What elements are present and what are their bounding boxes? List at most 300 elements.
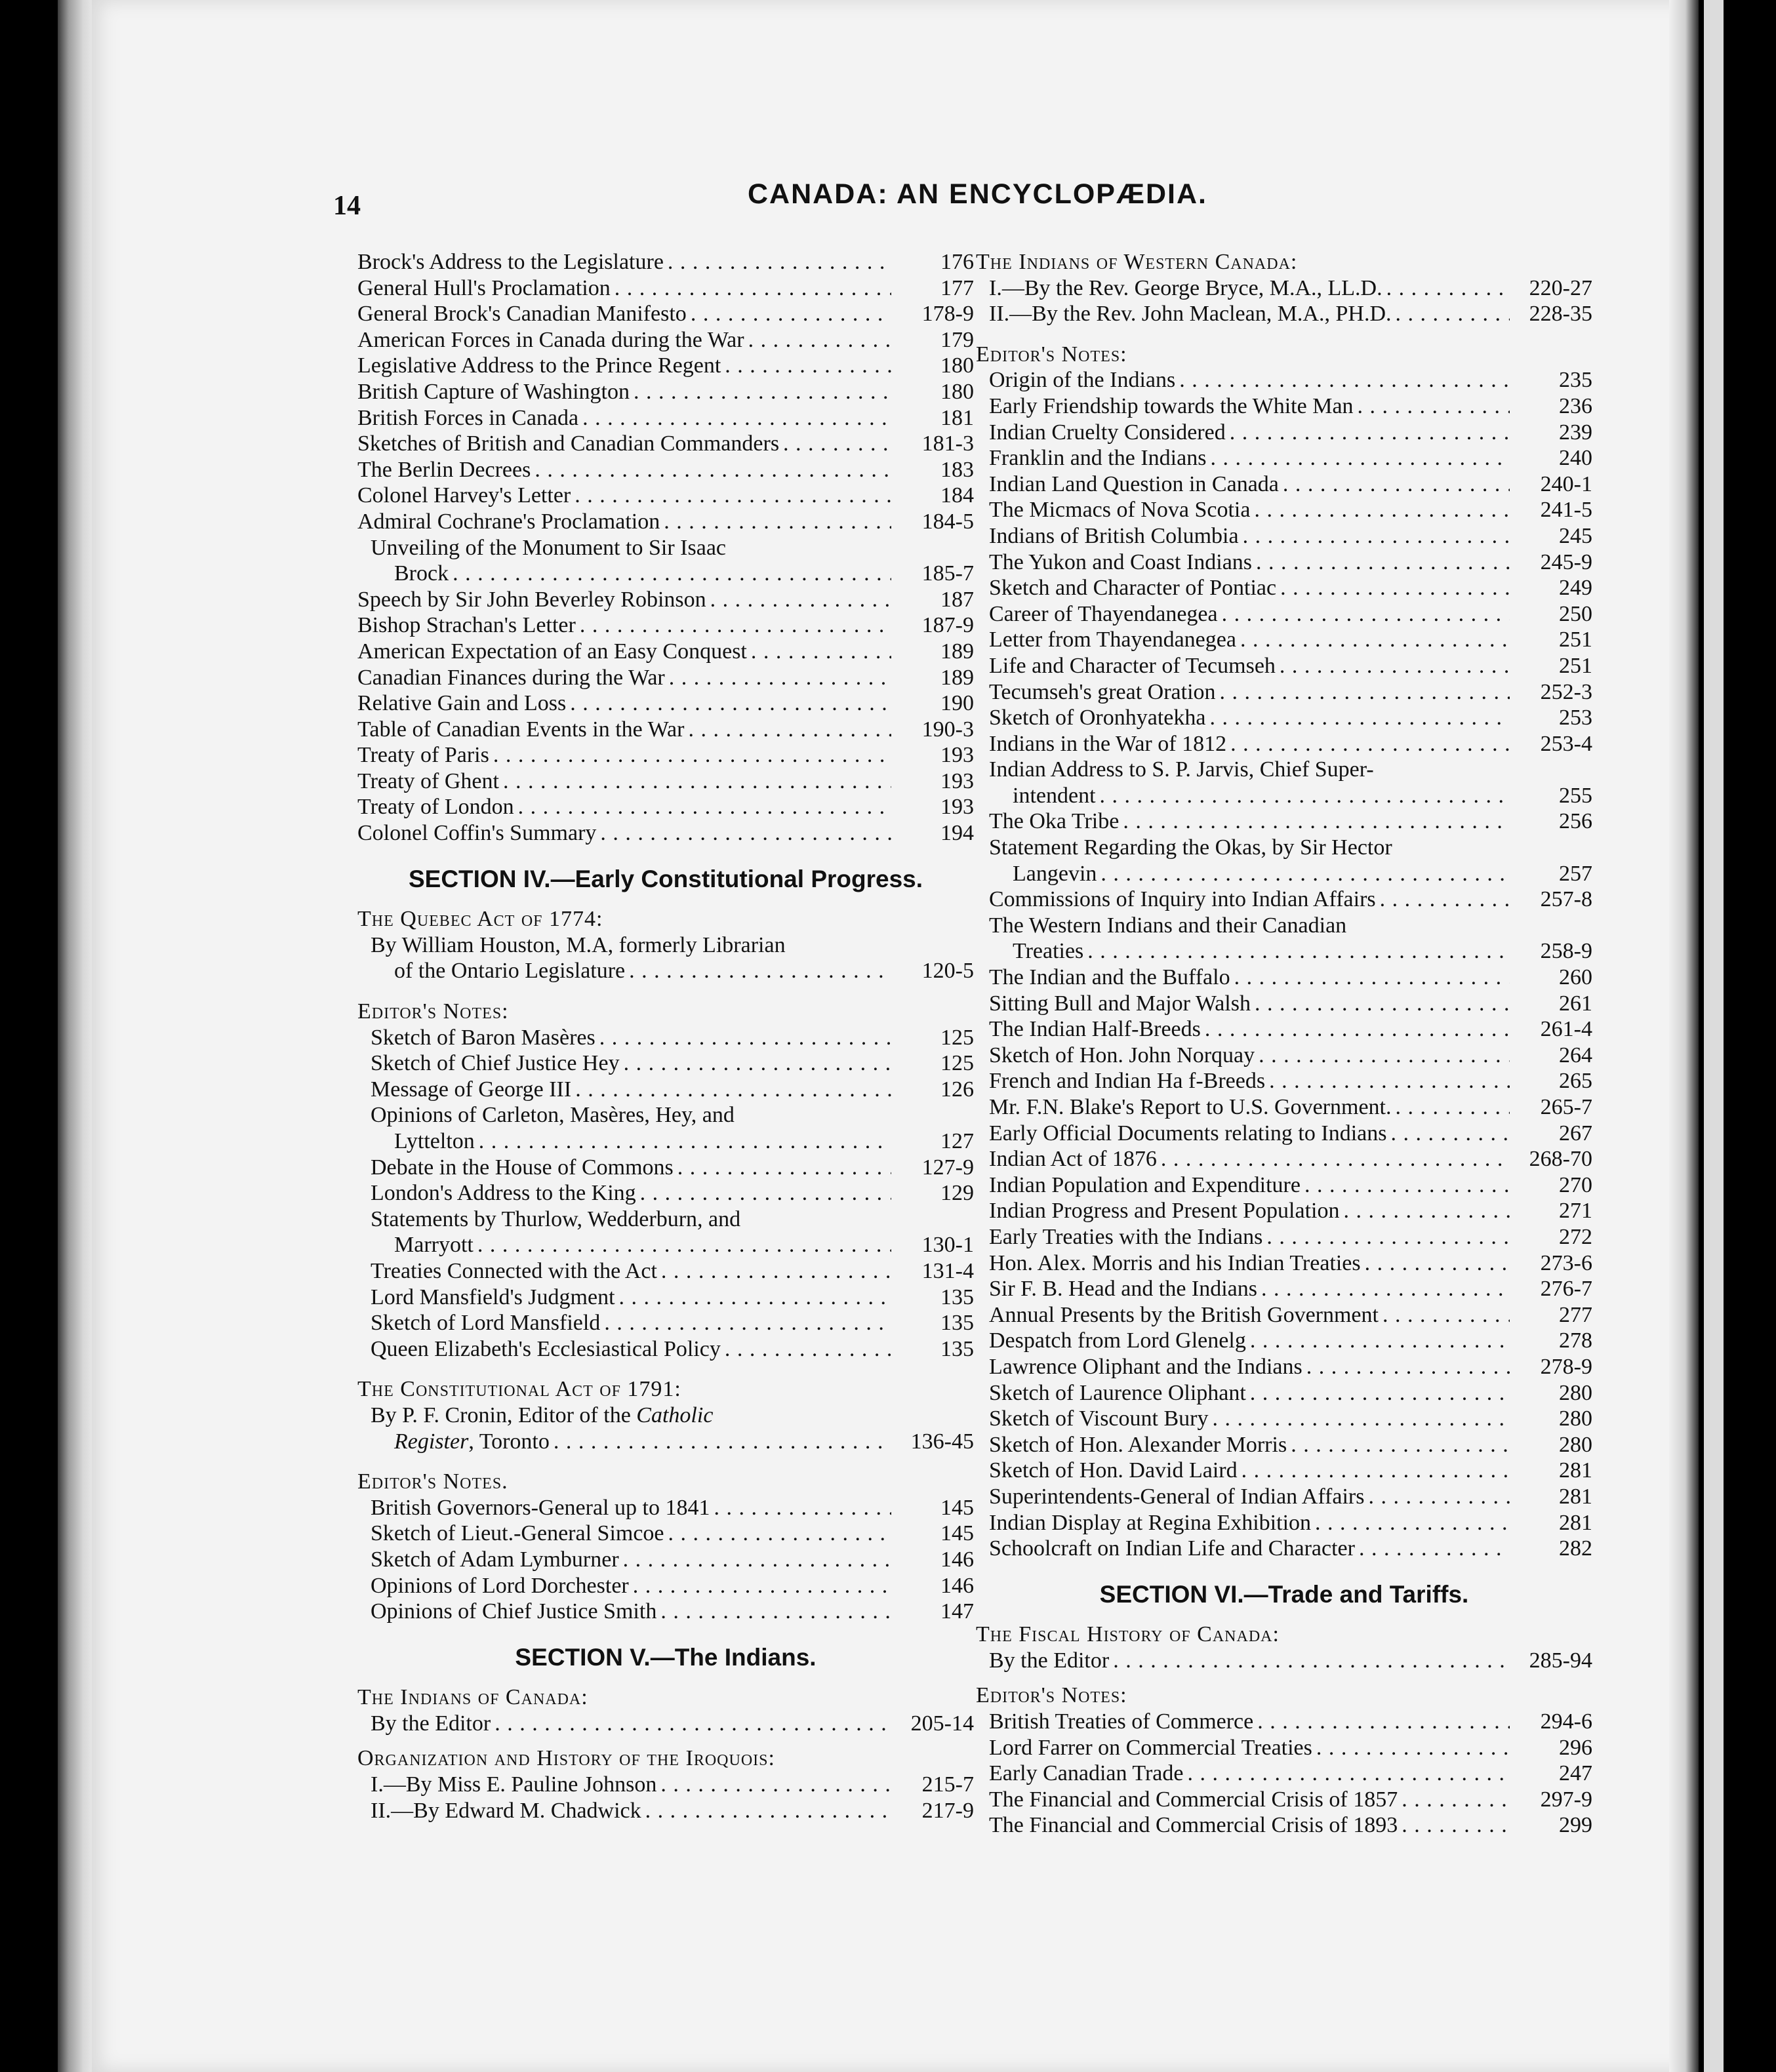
toc-entry-title: British Forces in Canada — [357, 405, 579, 430]
toc-entry[interactable] — [357, 1547, 974, 1573]
toc-entry-page: 177 — [940, 275, 974, 300]
toc-entry-title — [394, 1429, 550, 1455]
toc-entry-page: 135 — [940, 1285, 974, 1309]
toc-entry[interactable] — [357, 1310, 974, 1336]
toc-entry[interactable] — [357, 405, 974, 431]
toc-entry[interactable] — [976, 861, 1592, 887]
leader-dots — [1365, 1250, 1510, 1277]
leader-dots — [570, 690, 891, 717]
toc-entry-page: 278-9 — [1540, 1354, 1592, 1379]
toc-entry[interactable] — [976, 783, 1592, 809]
toc-entry-page: 255 — [1559, 783, 1592, 808]
toc-entry-page: 127 — [940, 1129, 974, 1153]
toc-entry[interactable] — [976, 445, 1592, 471]
leader-dots — [1261, 1276, 1510, 1302]
toc-entry[interactable] — [976, 705, 1592, 731]
leader-dots — [1230, 731, 1510, 757]
leader-dots — [668, 1521, 891, 1547]
toc-entry[interactable] — [357, 1232, 974, 1258]
constitutional-act-heading: The Constitutional Act of 1791: — [357, 1377, 681, 1402]
leader-dots — [1266, 1224, 1510, 1250]
toc-entry-title: Career of Thayendanegea — [989, 601, 1218, 626]
toc-entry[interactable] — [357, 379, 974, 405]
toc-entry-page: 145 — [940, 1521, 974, 1546]
toc-entry-title: Sketch of Adam Lymburner — [371, 1547, 619, 1572]
toc-entry-page: 187 — [940, 587, 974, 612]
western-canada-heading: The Indians of Western Canada: — [976, 250, 1298, 274]
notes1-entries-2 — [357, 1155, 974, 1206]
toc-entry-title: Treaties — [1013, 939, 1084, 964]
toc-entry-page: 250 — [1559, 601, 1592, 626]
war-entries — [357, 249, 974, 535]
leader-dots — [582, 405, 891, 431]
toc-entry-wrap-line: The Western Indians and their Canadian — [989, 913, 1347, 938]
toc-entry[interactable] — [976, 420, 1592, 446]
toc-entry-page: 297-9 — [1540, 1787, 1592, 1812]
toc-entry[interactable] — [976, 1043, 1592, 1069]
toc-entry-title: Origin of the Indians — [989, 368, 1176, 393]
toc-entry-title: Lord Mansfield's Judgment — [371, 1285, 615, 1309]
leader-dots — [1212, 1406, 1510, 1432]
toc-entry-page: 193 — [940, 743, 974, 768]
leader-dots — [1280, 653, 1510, 679]
toc-entry-page: 258-9 — [1540, 939, 1592, 964]
next-page-edge — [1704, 0, 1724, 2072]
toc-entry[interactable] — [976, 1406, 1592, 1432]
toc-entry[interactable] — [357, 561, 974, 587]
war-entries-2 — [357, 587, 974, 847]
toc-entry-title: Sketch of Chief Justice Hey — [371, 1051, 620, 1076]
leader-dots — [535, 457, 891, 483]
toc-entry-title: Lyttelton — [394, 1129, 475, 1153]
cronin-text: By P. F. Cronin, Editor of the — [371, 1403, 631, 1427]
toc-entry-page: 261 — [1559, 991, 1592, 1016]
editors-notes-heading: Editor's Notes. — [357, 1469, 508, 1494]
leader-dots — [1344, 1198, 1510, 1224]
leader-dots — [1254, 497, 1510, 523]
leader-dots — [1100, 861, 1510, 887]
toc-entry-page: 257-8 — [1540, 887, 1592, 912]
toc-entry-page: 296 — [1559, 1735, 1592, 1760]
toc-entry[interactable] — [357, 457, 974, 483]
leader-dots — [1250, 1380, 1510, 1406]
toc-entry[interactable] — [976, 1224, 1592, 1250]
leader-dots — [1113, 1648, 1510, 1674]
toc-entry-page: 194 — [940, 821, 974, 846]
leader-dots — [691, 301, 891, 327]
toc-entry[interactable] — [357, 1599, 974, 1625]
toc-entry-title: Sir F. B. Head and the Indians — [989, 1277, 1257, 1302]
toc-entry-page: 253 — [1559, 706, 1592, 730]
toc-entry-page: 129 — [940, 1181, 974, 1206]
toc-entry[interactable] — [357, 1155, 974, 1181]
toc-entry[interactable] — [976, 367, 1592, 393]
iroquois-entries — [357, 1772, 974, 1823]
toc-entry-page: 178-9 — [921, 302, 974, 327]
toc-entry-page: 252-3 — [1540, 679, 1592, 704]
toc-entry-title: Sketch of Baron Masères — [371, 1025, 595, 1050]
toc-entry-page: 179 — [940, 327, 974, 352]
toc-entry-title: Opinions of Chief Justice Smith — [371, 1599, 657, 1624]
toc-entry-page: 135 — [940, 1311, 974, 1336]
toc-entry[interactable] — [976, 275, 1592, 302]
leader-dots — [748, 327, 891, 353]
toc-entry-title: Sketch of Viscount Bury — [989, 1406, 1209, 1431]
notes1-entries — [357, 1025, 974, 1103]
toc-entry[interactable] — [976, 1536, 1592, 1562]
toc-entry[interactable] — [976, 731, 1592, 757]
toc-entry[interactable] — [357, 958, 974, 984]
toc-entry-page: 249 — [1559, 576, 1592, 601]
toc-entry[interactable] — [976, 991, 1592, 1017]
toc-entry[interactable] — [976, 1276, 1592, 1302]
leader-dots — [725, 1336, 891, 1363]
toc-entry-title: The Micmacs of Nova Scotia — [989, 498, 1251, 523]
toc-entry-title: intendent — [1013, 783, 1096, 808]
toc-entry-title: Early Treaties with the Indians — [989, 1224, 1263, 1249]
leader-dots — [1241, 1458, 1510, 1484]
toc-entry-title: Legislative Address to the Prince Regent — [357, 353, 721, 378]
toc-entry-page: 281 — [1559, 1510, 1592, 1535]
toc-entry[interactable] — [357, 301, 974, 327]
toc-entry[interactable] — [976, 653, 1592, 679]
toc-entry[interactable] — [357, 1429, 974, 1455]
toc-entry[interactable] — [357, 327, 974, 353]
toc-entry[interactable] — [357, 1573, 974, 1599]
toc-entry-title: Colonel Coffin's Summary — [357, 821, 597, 846]
toc-entry-title: Table of Canadian Events in the War — [357, 717, 685, 742]
toc-entry-title: British Treaties of Commerce — [989, 1709, 1254, 1734]
leader-dots — [714, 1495, 891, 1521]
leader-dots — [1315, 1510, 1510, 1536]
toc-entry-title: Sitting Bull and Major Walsh — [989, 991, 1251, 1016]
toc-entry[interactable] — [357, 717, 974, 743]
toc-entry-title: British Capture of Washington — [357, 379, 630, 404]
toc-entry[interactable] — [357, 820, 974, 847]
leader-dots — [615, 275, 891, 302]
toc-entry[interactable] — [976, 497, 1592, 523]
toc-entry[interactable] — [976, 938, 1592, 965]
toc-entry-page: 276-7 — [1540, 1277, 1592, 1302]
toc-entry-title: Relative Gain and Loss — [357, 691, 567, 716]
toc-entry-page: 136-45 — [910, 1429, 974, 1454]
leader-dots — [660, 1599, 891, 1625]
toc-entry[interactable] — [976, 808, 1592, 835]
toc-entry-title: I.—By the Rev. George Bryce, M.A., LL.D. — [989, 275, 1382, 300]
leader-dots — [1283, 471, 1510, 498]
toc-entry[interactable] — [357, 1050, 974, 1077]
toc-entry-page: 187-9 — [921, 613, 974, 638]
toc-entry-title: Brock's Address to the Legislature — [357, 250, 664, 274]
toc-entry[interactable] — [357, 1336, 974, 1363]
toc-entry-page: 235 — [1559, 368, 1592, 393]
leader-dots — [1257, 1709, 1510, 1735]
toc-entry-page: 130-1 — [921, 1233, 974, 1258]
toc-entry[interactable] — [976, 1735, 1592, 1761]
toc-entry[interactable] — [357, 1258, 974, 1285]
toc-entry[interactable] — [357, 665, 974, 691]
notes3-entries-2 — [976, 965, 1592, 1562]
running-title: CANADA: AN ENCYCLOPÆDIA. — [748, 178, 1207, 210]
toc-entry-page: 270 — [1559, 1172, 1592, 1197]
toc-entry[interactable] — [357, 768, 974, 795]
toc-entry-page: 180 — [940, 353, 974, 378]
toc-entry-page: 261-4 — [1540, 1017, 1592, 1042]
toc-entry-page: 126 — [940, 1077, 974, 1102]
leader-dots — [1395, 1094, 1510, 1121]
toronto-text: , Toronto — [468, 1429, 550, 1454]
toc-entry-page: 280 — [1559, 1380, 1592, 1405]
section-vi-heading: SECTION VI.—Trade and Tariffs. — [1099, 1580, 1469, 1608]
toc-entry[interactable] — [357, 483, 974, 509]
toc-entry[interactable] — [976, 1302, 1592, 1328]
toc-entry-page: 278 — [1559, 1328, 1592, 1353]
toc-entry-title: Sketch of Hon. David Laird — [989, 1458, 1238, 1483]
toc-entry-page: 241-5 — [1540, 498, 1592, 523]
toc-entry[interactable] — [976, 393, 1592, 420]
toc-entry[interactable] — [357, 353, 974, 379]
toc-entry-page: 125 — [940, 1025, 974, 1050]
leader-dots — [1243, 523, 1510, 549]
toc-entry[interactable] — [357, 249, 974, 275]
toc-entry-title: Colonel Harvey's Letter — [357, 483, 571, 508]
leader-dots — [1179, 367, 1510, 393]
toc-entry[interactable] — [976, 1068, 1592, 1094]
toc-entry[interactable] — [357, 639, 974, 665]
toc-entry[interactable] — [357, 1521, 974, 1547]
toc-entry-page: 257 — [1559, 861, 1592, 886]
toc-entry[interactable] — [976, 679, 1592, 706]
toc-entry-page: 189 — [940, 665, 974, 690]
toc-entry-title: Indian Progress and Present Population — [989, 1199, 1340, 1224]
toc-entry-title: Canadian Finances during the War — [357, 665, 665, 690]
leader-dots — [783, 431, 891, 457]
page-number: 14 — [333, 191, 361, 221]
toc-entry-title: Message of George III — [371, 1077, 572, 1102]
toc-entry-wrap-line — [357, 1403, 974, 1429]
toc-entry-page: 145 — [940, 1495, 974, 1520]
page-gutter-shadow — [1669, 0, 1699, 2072]
leader-dots — [634, 379, 891, 405]
leader-dots — [1291, 1432, 1510, 1458]
toc-entry-title: Superintendents-General of Indian Affairs — [989, 1484, 1365, 1509]
toc-entry-title: Sketch of Oronhyatekha — [989, 706, 1206, 730]
toc-entry-page: 265 — [1559, 1069, 1592, 1094]
leader-dots — [710, 587, 891, 613]
toc-entry[interactable] — [976, 575, 1592, 601]
toc-entry-page: 125 — [940, 1051, 974, 1076]
leader-dots — [1382, 1302, 1510, 1328]
toc-entry[interactable] — [976, 1172, 1592, 1199]
toc-entry-page: 181-3 — [921, 431, 974, 456]
toc-entry[interactable] — [357, 1285, 974, 1311]
leader-dots — [1209, 705, 1510, 731]
toc-entry[interactable] — [976, 1380, 1592, 1406]
toc-entry-title: The Yukon and Coast Indians — [989, 549, 1253, 574]
toc-entry[interactable] — [976, 1648, 1592, 1674]
leader-dots — [1396, 301, 1510, 327]
leader-dots — [1269, 1068, 1510, 1094]
toc-entry-page: 184-5 — [921, 509, 974, 534]
toc-entry[interactable] — [976, 1510, 1592, 1536]
toc-entry[interactable] — [357, 794, 974, 820]
section-iv-heading: SECTION IV.—Early Constitutional Progress. — [408, 865, 923, 892]
toc-entry[interactable] — [976, 471, 1592, 498]
toc-entry[interactable] — [976, 1812, 1592, 1839]
leader-dots — [494, 1711, 891, 1737]
leader-dots — [575, 483, 891, 509]
toc-entry[interactable] — [976, 1787, 1592, 1813]
toc-entry-title: Lawrence Oliphant and the Indians — [989, 1354, 1302, 1379]
toc-entry[interactable] — [357, 1180, 974, 1206]
toc-entry[interactable] — [357, 1025, 974, 1051]
toc-entry-wrap-line: By William Houston, M.A, formerly Librarian — [371, 932, 786, 957]
leader-dots — [623, 1547, 891, 1573]
toc-entry-page: 131-4 — [921, 1258, 974, 1283]
toc-entry-title: Marryott — [394, 1233, 474, 1258]
toc-entry-page: 272 — [1559, 1224, 1592, 1249]
leader-dots — [580, 612, 891, 639]
toc-entry[interactable] — [976, 1761, 1592, 1787]
toc-entry-title: Debate in the House of Commons — [371, 1155, 674, 1180]
toc-entry[interactable] — [357, 742, 974, 768]
toc-entry[interactable] — [976, 1146, 1592, 1172]
leader-dots — [725, 353, 891, 379]
toc-entry-title: Tecumseh's great Oration — [989, 679, 1216, 704]
toc-entry-title: The Indian Half-Breeds — [989, 1017, 1201, 1042]
leader-dots — [554, 1429, 891, 1455]
toc-entry-page: 146 — [940, 1573, 974, 1598]
toc-entry-title: American Forces in Canada during the War — [357, 327, 744, 352]
toc-entry[interactable] — [976, 1198, 1592, 1224]
toc-entry[interactable] — [976, 1484, 1592, 1510]
toc-entry[interactable] — [357, 690, 974, 717]
toc-entry[interactable] — [976, 549, 1592, 576]
toc-entry[interactable] — [976, 1121, 1592, 1147]
toc-entry-title: Despatch from Lord Glenelg — [989, 1328, 1246, 1353]
toc-entry[interactable] — [357, 1772, 974, 1798]
leader-dots — [1306, 1354, 1510, 1380]
leader-dots — [1255, 991, 1510, 1017]
leader-dots — [575, 1077, 891, 1103]
toc-entry-wrap-line: Statement Regarding the Okas, by Sir Hector — [989, 835, 1392, 860]
toc-entry[interactable] — [976, 523, 1592, 549]
toc-entry[interactable] — [357, 1711, 974, 1737]
toc-entry-wrap-line: Statements by Thurlow, Wedderburn, and — [371, 1206, 741, 1231]
toc-entry[interactable] — [976, 1354, 1592, 1380]
toc-entry[interactable] — [976, 1016, 1592, 1043]
toc-entry[interactable] — [976, 887, 1592, 913]
leader-dots — [1210, 445, 1510, 471]
toc-entry-title: II.—By the Rev. John Maclean, M.A., PH.D. — [989, 302, 1392, 327]
notes3-entries — [976, 367, 1592, 757]
toc-entry[interactable] — [976, 965, 1592, 991]
toc-entry-title: Sketch of Hon. Alexander Morris — [989, 1432, 1287, 1457]
toc-entry-title: The Oka Tribe — [989, 809, 1120, 834]
toc-entry-title: Life and Character of Tecumseh — [989, 653, 1276, 678]
leader-dots — [1259, 1043, 1510, 1069]
toc-entry-title: Early Canadian Trade — [989, 1761, 1184, 1786]
toc-entry-page: 247 — [1559, 1761, 1592, 1786]
leader-dots — [1222, 601, 1510, 628]
toc-entry-title: Queen Elizabeth's Ecclesiastical Policy — [371, 1336, 721, 1361]
toc-entry-page: 146 — [940, 1547, 974, 1572]
toc-entry-page: 220-27 — [1529, 275, 1592, 300]
toc-entry-page: 280 — [1559, 1406, 1592, 1431]
book-spine-edge — [58, 0, 94, 2072]
toc-entry[interactable] — [976, 601, 1592, 628]
leader-dots — [1188, 1761, 1510, 1787]
leader-dots — [453, 561, 891, 587]
leader-dots — [600, 820, 891, 847]
toc-entry-page: 273-6 — [1540, 1250, 1592, 1275]
toc-entry-title: The Indian and the Buffalo — [989, 965, 1230, 990]
toc-entry[interactable] — [357, 1128, 974, 1155]
toc-entry[interactable] — [357, 1798, 974, 1824]
toc-entry-page: 277 — [1559, 1302, 1592, 1327]
indians-of-canada-heading: The Indians of Canada: — [357, 1685, 588, 1710]
notes2-entries — [357, 1495, 974, 1625]
leader-dots — [599, 1025, 891, 1051]
toc-entry-title: The Financial and Commercial Crisis of 1893 — [989, 1813, 1398, 1838]
toc-entry-title: Langevin — [1013, 861, 1097, 886]
toc-entry[interactable] — [357, 1495, 974, 1521]
toc-entry[interactable] — [976, 1094, 1592, 1121]
leader-dots — [664, 509, 891, 535]
toc-entry-page: 281 — [1559, 1484, 1592, 1509]
toc-entry[interactable] — [357, 431, 974, 457]
toc-entry-title: Admiral Cochrane's Proclamation — [357, 509, 660, 534]
toc-entry-page: 281 — [1559, 1458, 1592, 1483]
leader-dots — [1304, 1172, 1510, 1199]
toc-entry-title: Hon. Alex. Morris and his Indian Treaties — [989, 1250, 1361, 1275]
leader-dots — [604, 1310, 891, 1336]
toc-entry-title: Indian Cruelty Considered — [989, 420, 1226, 445]
leader-dots — [1087, 938, 1510, 965]
toc-entry-title: Franklin and the Indians — [989, 446, 1207, 471]
leader-dots — [629, 958, 891, 984]
toc-entry-page: 265-7 — [1540, 1095, 1592, 1119]
toc-entry-page: 181 — [940, 405, 974, 430]
catholic-italic: Catholic — [636, 1403, 714, 1427]
toc-entry[interactable] — [357, 612, 974, 639]
toc-entry[interactable] — [976, 1458, 1592, 1484]
toc-entry-page: 193 — [940, 795, 974, 820]
toc-entry-title: Letter from Thayendanegea — [989, 628, 1236, 652]
toc-entry[interactable] — [976, 301, 1592, 327]
leader-dots — [633, 1573, 891, 1599]
toc-entry-title: Sketch of Laurence Oliphant — [989, 1380, 1246, 1405]
toc-entry[interactable] — [976, 1709, 1592, 1735]
toc-entry[interactable] — [357, 1077, 974, 1103]
toc-entry-title: Brock — [394, 561, 449, 586]
toc-entry[interactable] — [357, 509, 974, 535]
toc-right-column — [976, 249, 1592, 1839]
leader-dots — [1250, 1328, 1510, 1354]
leader-dots — [1123, 808, 1510, 835]
toc-entry[interactable] — [357, 587, 974, 613]
toc-entry[interactable] — [976, 1328, 1592, 1354]
toc-entry[interactable] — [976, 1432, 1592, 1458]
leader-dots — [1220, 679, 1510, 706]
toc-entry[interactable] — [976, 627, 1592, 653]
toc-entry-title: Sketch of Lieut.-General Simcoe — [371, 1521, 664, 1546]
leader-dots — [477, 1232, 891, 1258]
toc-entry[interactable] — [357, 275, 974, 302]
toc-entry[interactable] — [976, 1250, 1592, 1277]
toc-entry-title: of the Ontario Legislature — [394, 959, 626, 984]
leader-dots — [1230, 420, 1510, 446]
